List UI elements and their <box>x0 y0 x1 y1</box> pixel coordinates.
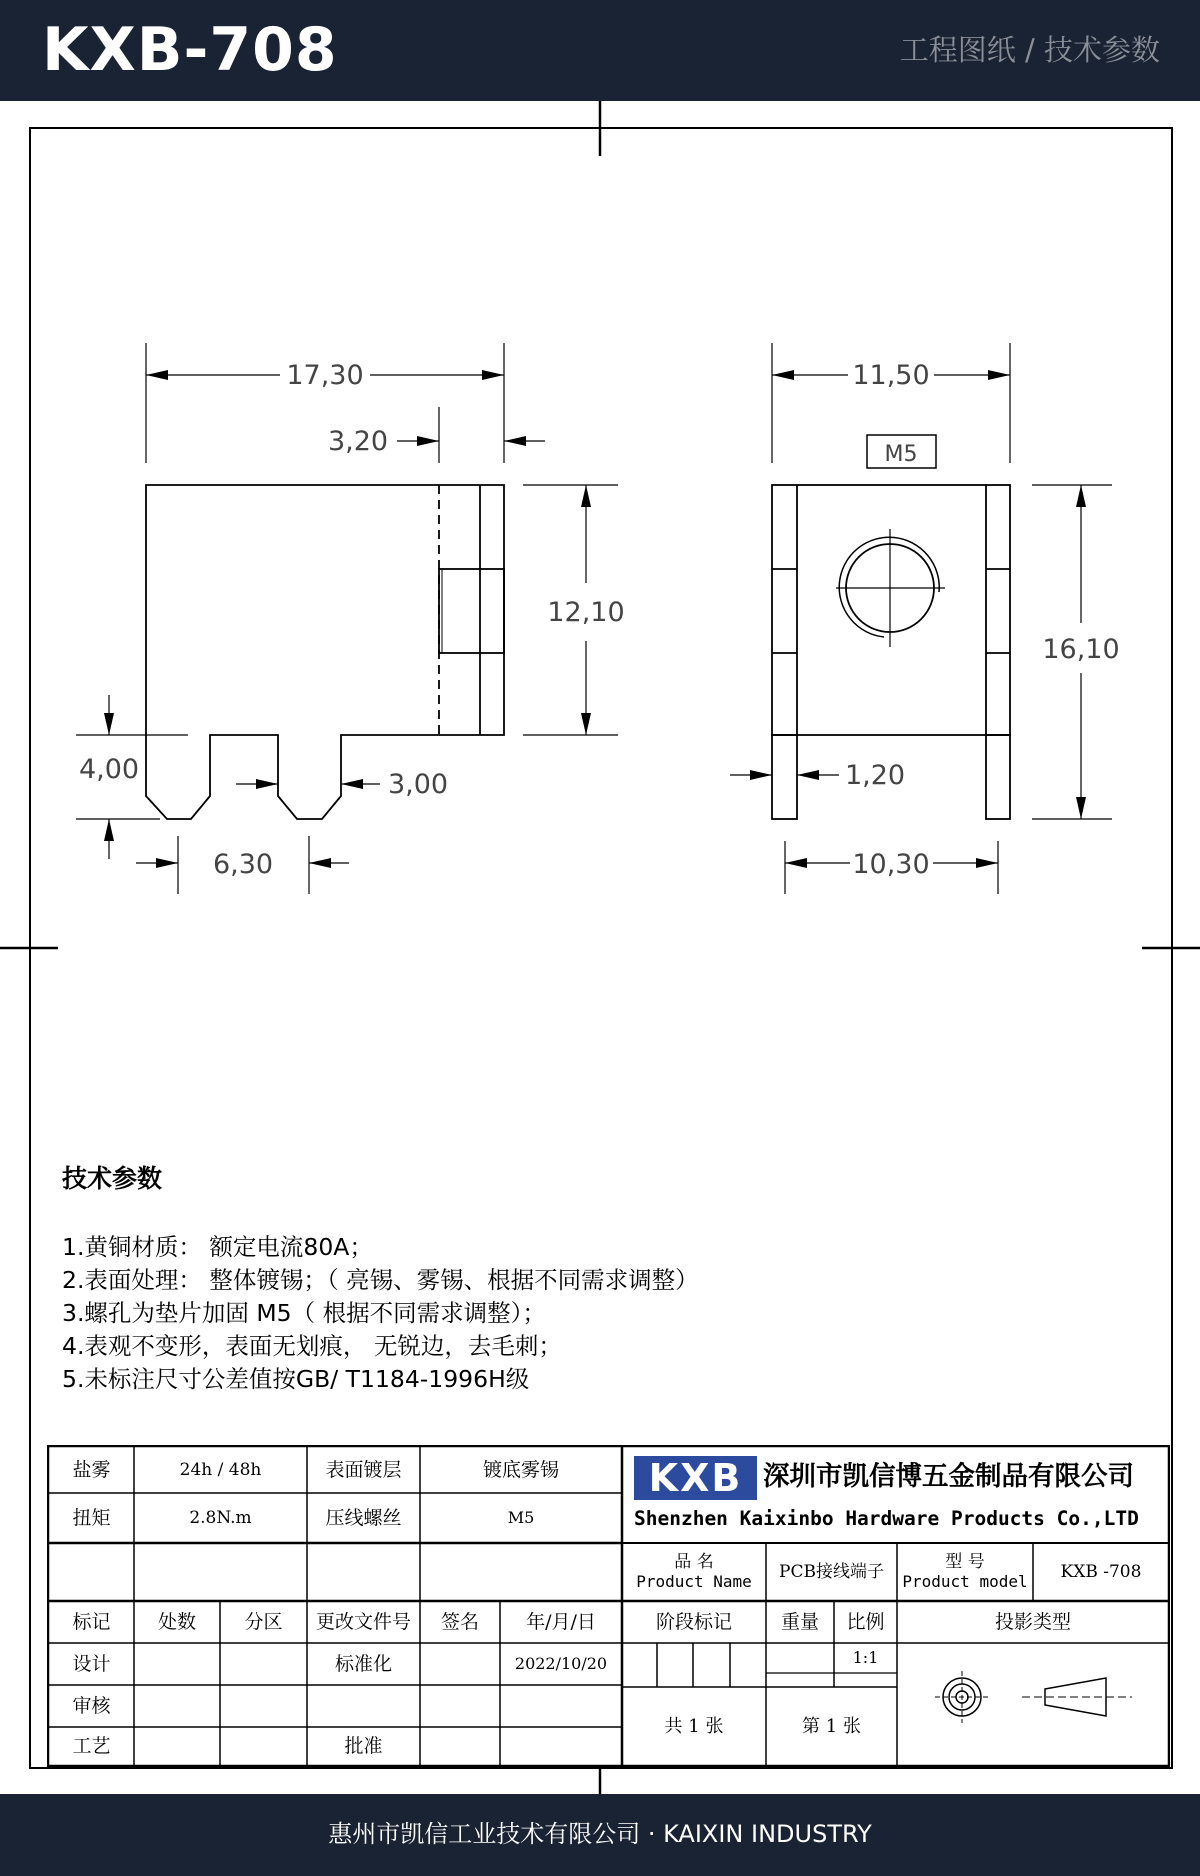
dim-side-height: 16,10 <box>1042 634 1120 665</box>
scale-value: 1:1 <box>852 1648 879 1668</box>
dim-front-offset: 3,20 <box>327 426 389 457</box>
side-view-arrows <box>750 370 1086 868</box>
projection-symbol-cone <box>1022 1678 1132 1716</box>
dim-side-width: 11,50 <box>852 360 930 391</box>
title-block <box>47 1445 1170 1767</box>
company-logo <box>634 1456 757 1500</box>
model-cn: 型 号 <box>945 1552 985 1573</box>
col-zone: 分区 <box>244 1610 283 1633</box>
dim-slot-pitch: 6,30 <box>212 849 274 880</box>
model-title: KXB-708 <box>42 15 338 85</box>
row-process: 工艺 <box>72 1735 111 1758</box>
tech-line: 5.未标注尺寸公差值按GB/ T1184-1996H级 <box>62 1365 530 1393</box>
front-view-dimensions <box>79 360 625 880</box>
model-value: KXB -708 <box>1060 1561 1142 1582</box>
page-subtitle: 工程图纸 / 技术参数 <box>899 33 1160 67</box>
col-stage: 阶段标记 <box>655 1610 732 1633</box>
row-standard: 标准化 <box>334 1652 392 1675</box>
side-view <box>730 343 1112 894</box>
col-scale: 比例 <box>846 1610 885 1633</box>
plating-label: 表面镀层 <box>325 1458 402 1481</box>
col-projection: 投影类型 <box>994 1610 1071 1633</box>
row-design: 设计 <box>72 1652 111 1675</box>
tech-line: 3.螺孔为垫片加固 M5（ 根据不同需求调整）； <box>62 1299 546 1327</box>
col-doc: 更改文件号 <box>315 1610 411 1633</box>
screw-label: 压线螺丝 <box>325 1506 402 1529</box>
tech-line: 2.表面处理： 整体镀锡；（ 亮锡、雾锡、根据不同需求调整） <box>62 1266 699 1294</box>
side-view-leg-right <box>986 735 1010 819</box>
page-footer <box>0 1794 1200 1876</box>
col-date: 年/月/日 <box>526 1610 596 1633</box>
sheets-total: 共 1 张 <box>664 1715 724 1737</box>
col-mark: 标记 <box>72 1610 111 1633</box>
front-view-nut <box>439 569 504 653</box>
company-name-en: Shenzhen Kaixinbo Hardware Products Co.,LTD <box>634 1507 1139 1530</box>
dim-slot-width: 3,00 <box>387 769 449 800</box>
dim-leg-thickness: 1,20 <box>844 760 906 791</box>
plating-value: 镀底雾锡 <box>482 1458 559 1481</box>
product-name-value: PCB接线端子 <box>779 1561 884 1582</box>
footer-company: 惠州市凯信工业技术有限公司 · KAIXIN INDUSTRY <box>328 1820 872 1848</box>
col-count: 处数 <box>157 1610 196 1633</box>
screw-value: M5 <box>507 1508 535 1528</box>
page-header <box>0 0 1200 101</box>
side-view-leg-left <box>772 735 797 819</box>
col-sign: 签名 <box>440 1610 479 1633</box>
product-name-label <box>622 1543 766 1601</box>
drawing-sheet <box>0 101 1200 1794</box>
salt-spray-label: 盐雾 <box>72 1458 111 1481</box>
date-value: 2022/10/20 <box>514 1654 608 1674</box>
dim-slot-depth: 4,00 <box>78 754 140 785</box>
col-weight: 重量 <box>780 1610 819 1633</box>
tech-line: 1.黄铜材质： 额定电流80A； <box>62 1233 373 1261</box>
torque-label: 扭矩 <box>72 1506 111 1529</box>
logo-text: KXB <box>648 1456 743 1500</box>
front-view-outline <box>146 485 504 819</box>
projection-symbol-circle <box>935 1671 989 1723</box>
model-label <box>897 1543 1033 1601</box>
product-name-cn: 品 名 <box>674 1552 714 1573</box>
product-name-en: Product Name <box>636 1571 752 1591</box>
tech-line: 4.表观不变形，表面无划痕， 无锐边，去毛刺； <box>62 1332 562 1360</box>
sheet-number: 第 1 张 <box>802 1715 861 1737</box>
technical-parameters <box>62 1161 699 1396</box>
dim-leg-span: 10,30 <box>852 849 930 880</box>
side-view-body <box>772 485 1010 735</box>
thread-label: M5 <box>884 442 918 467</box>
company-name-cn: 深圳市凯信博五金制品有限公司 <box>763 1461 1134 1492</box>
tech-title: 技术参数 <box>62 1164 163 1193</box>
dim-front-height: 12,10 <box>547 597 625 628</box>
salt-spray-value: 24h / 48h <box>179 1459 262 1480</box>
row-review: 审核 <box>72 1694 111 1717</box>
torque-value: 2.8N.m <box>189 1507 252 1528</box>
dim-front-width: 17,30 <box>286 360 364 391</box>
row-approve: 批准 <box>344 1735 383 1758</box>
model-en: Product model <box>902 1571 1028 1591</box>
